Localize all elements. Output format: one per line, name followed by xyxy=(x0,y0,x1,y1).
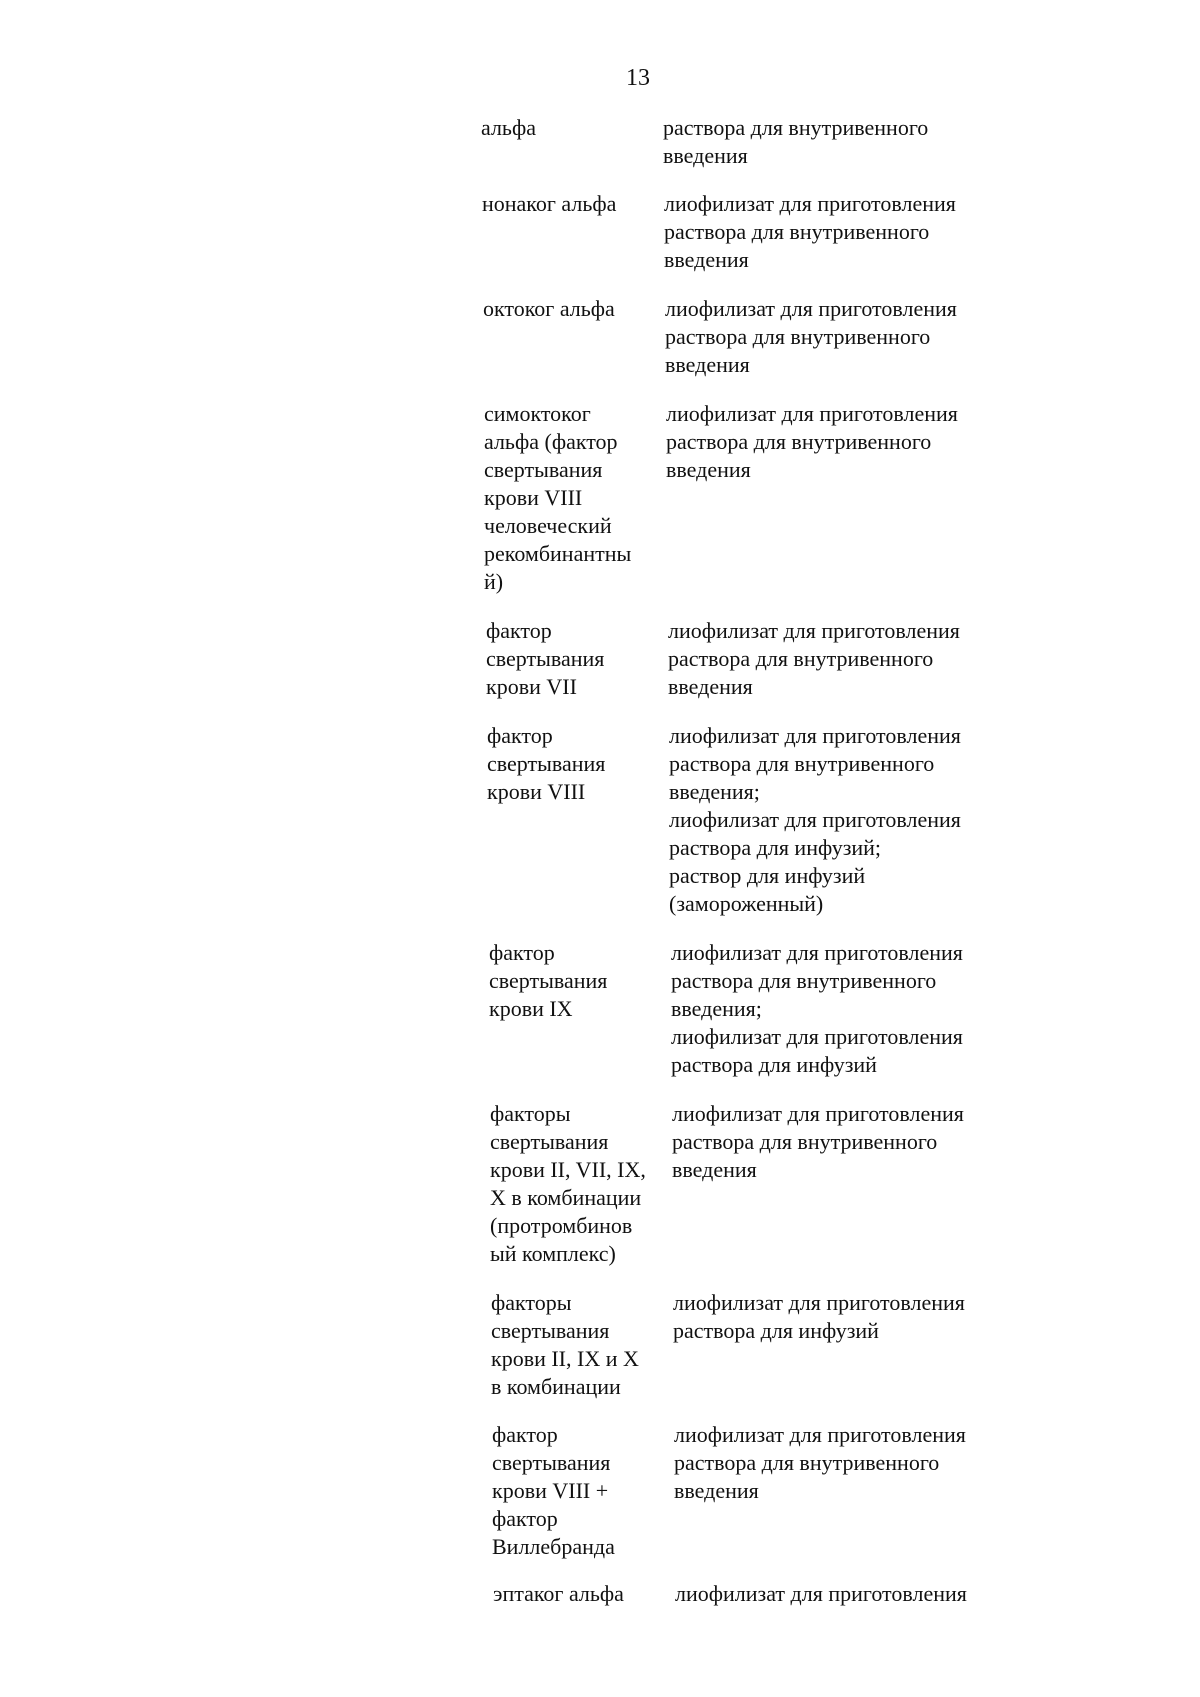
drug-name: факторы свертывания крови II, VII, IX, X в комбинации (протромбинов ый комплекс) xyxy=(490,1101,646,1266)
drug-name: альфа xyxy=(481,115,536,140)
dosage-form: раствора для внутривенного введения xyxy=(663,115,929,168)
dosage-form: лиофилизат для приготовления раствора для внутривенного введения xyxy=(674,1422,966,1503)
dosage-form: лиофилизат для приготовления раствора для внутривенного введения xyxy=(665,296,957,377)
dosage-form: лиофилизат для приготовления раствора для внутривенного введения xyxy=(668,618,960,699)
dosage-form: лиофилизат для приготовления раствора для инфузий xyxy=(673,1290,965,1343)
dosage-form: лиофилизат для приготовления раствора для внутривенного введения xyxy=(664,191,956,272)
dosage-form: лиофилизат для приготовления раствора для внутривенного введения; лиофилизат для приготовления раствора для инфузий xyxy=(671,940,963,1077)
drug-name: фактор свертывания крови VIII + фактор Виллебранда xyxy=(492,1422,615,1559)
page-number: 13 xyxy=(626,65,650,91)
drug-name: эптаког альфа xyxy=(493,1581,624,1606)
dosage-form: лиофилизат для приготовления xyxy=(675,1581,967,1606)
drug-name: факторы свертывания крови II, IX и X в комбинации xyxy=(491,1290,639,1399)
dosage-form: лиофилизат для приготовления раствора для внутривенного введения; лиофилизат для приготовления раствора для инфузий; раствор для инфузий (замороженный) xyxy=(669,723,961,916)
drug-name: фактор свертывания крови VIII xyxy=(487,723,606,804)
drug-name: октоког альфа xyxy=(483,296,615,321)
dosage-form: лиофилизат для приготовления раствора для внутривенного введения xyxy=(672,1101,964,1182)
drug-name: фактор свертывания крови IX xyxy=(489,940,608,1021)
drug-name: фактор свертывания крови VII xyxy=(486,618,605,699)
drug-name: симоктоког альфа (фактор свертывания крови VIII человеческий рекомбинантны й) xyxy=(484,401,632,594)
drug-name: нонаког альфа xyxy=(482,191,617,216)
dosage-form: лиофилизат для приготовления раствора для внутривенного введения xyxy=(666,401,958,482)
